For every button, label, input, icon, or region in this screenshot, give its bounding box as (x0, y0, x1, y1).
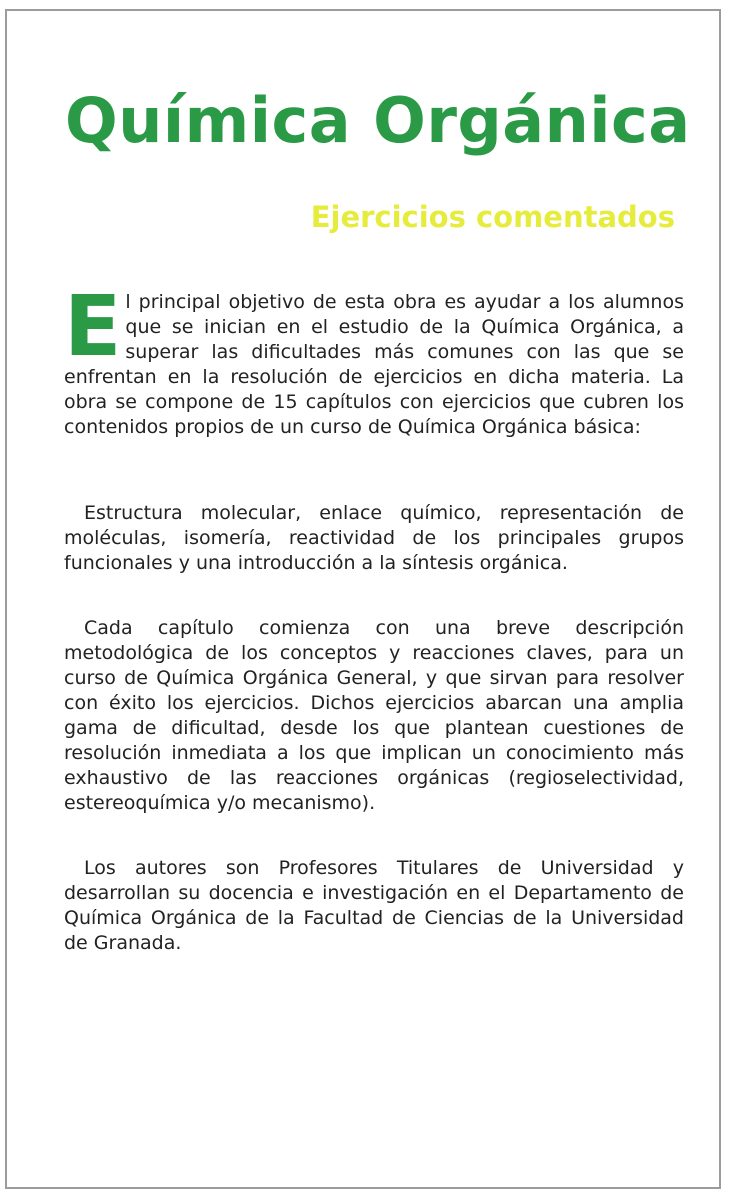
intro-paragraph-text: l principal objetivo de esta obra es ayudar a los alumnos que se inician en el estudio de la Química Orgánica, a superar las dificultades más comunes con las que se enfrentan en la resolución de ejercicios en dicha materia. La obra se compone de 15 capítulos con ejercicios que cubren los contenidos propios de un curso de Química Orgánica básica: (64, 291, 684, 438)
cover-subtitle: Ejercicios comentados (310, 200, 675, 234)
methodology-paragraph: Cada capítulo comienza con una breve descripción metodológica de los conceptos y reacciones claves, para un curso de Química Orgánica General, y que sirvan para resolver con éxito los ejercicios. Dichos ejercicios abarcan una amplia gama de dificultad, desde los que plantean cuestiones de resolución inmediata a los que implican un conocimiento más exhaustivo de las reacciones orgánicas (regioselectividad, estereoquímica y/o mecanismo). (64, 617, 684, 814)
authors-paragraph: Los autores son Profesores Titulares de Universidad y desarrollan su docencia e investigación en el Departamento de Química Orgánica de la Facultad de Ciencias de la Universidad de Granada. (64, 857, 684, 954)
cover-title: Química Orgánica (65, 84, 691, 157)
contents-paragraph: Estructura molecular, enlace químico, representación de moléculas, isomería, reactividad de los principales grupos funcionales y una introducción a la síntesis orgánica. (64, 502, 684, 574)
book-back-cover (5, 9, 721, 1189)
drop-cap-letter: E (64, 277, 122, 375)
intro-paragraph (64, 277, 684, 440)
